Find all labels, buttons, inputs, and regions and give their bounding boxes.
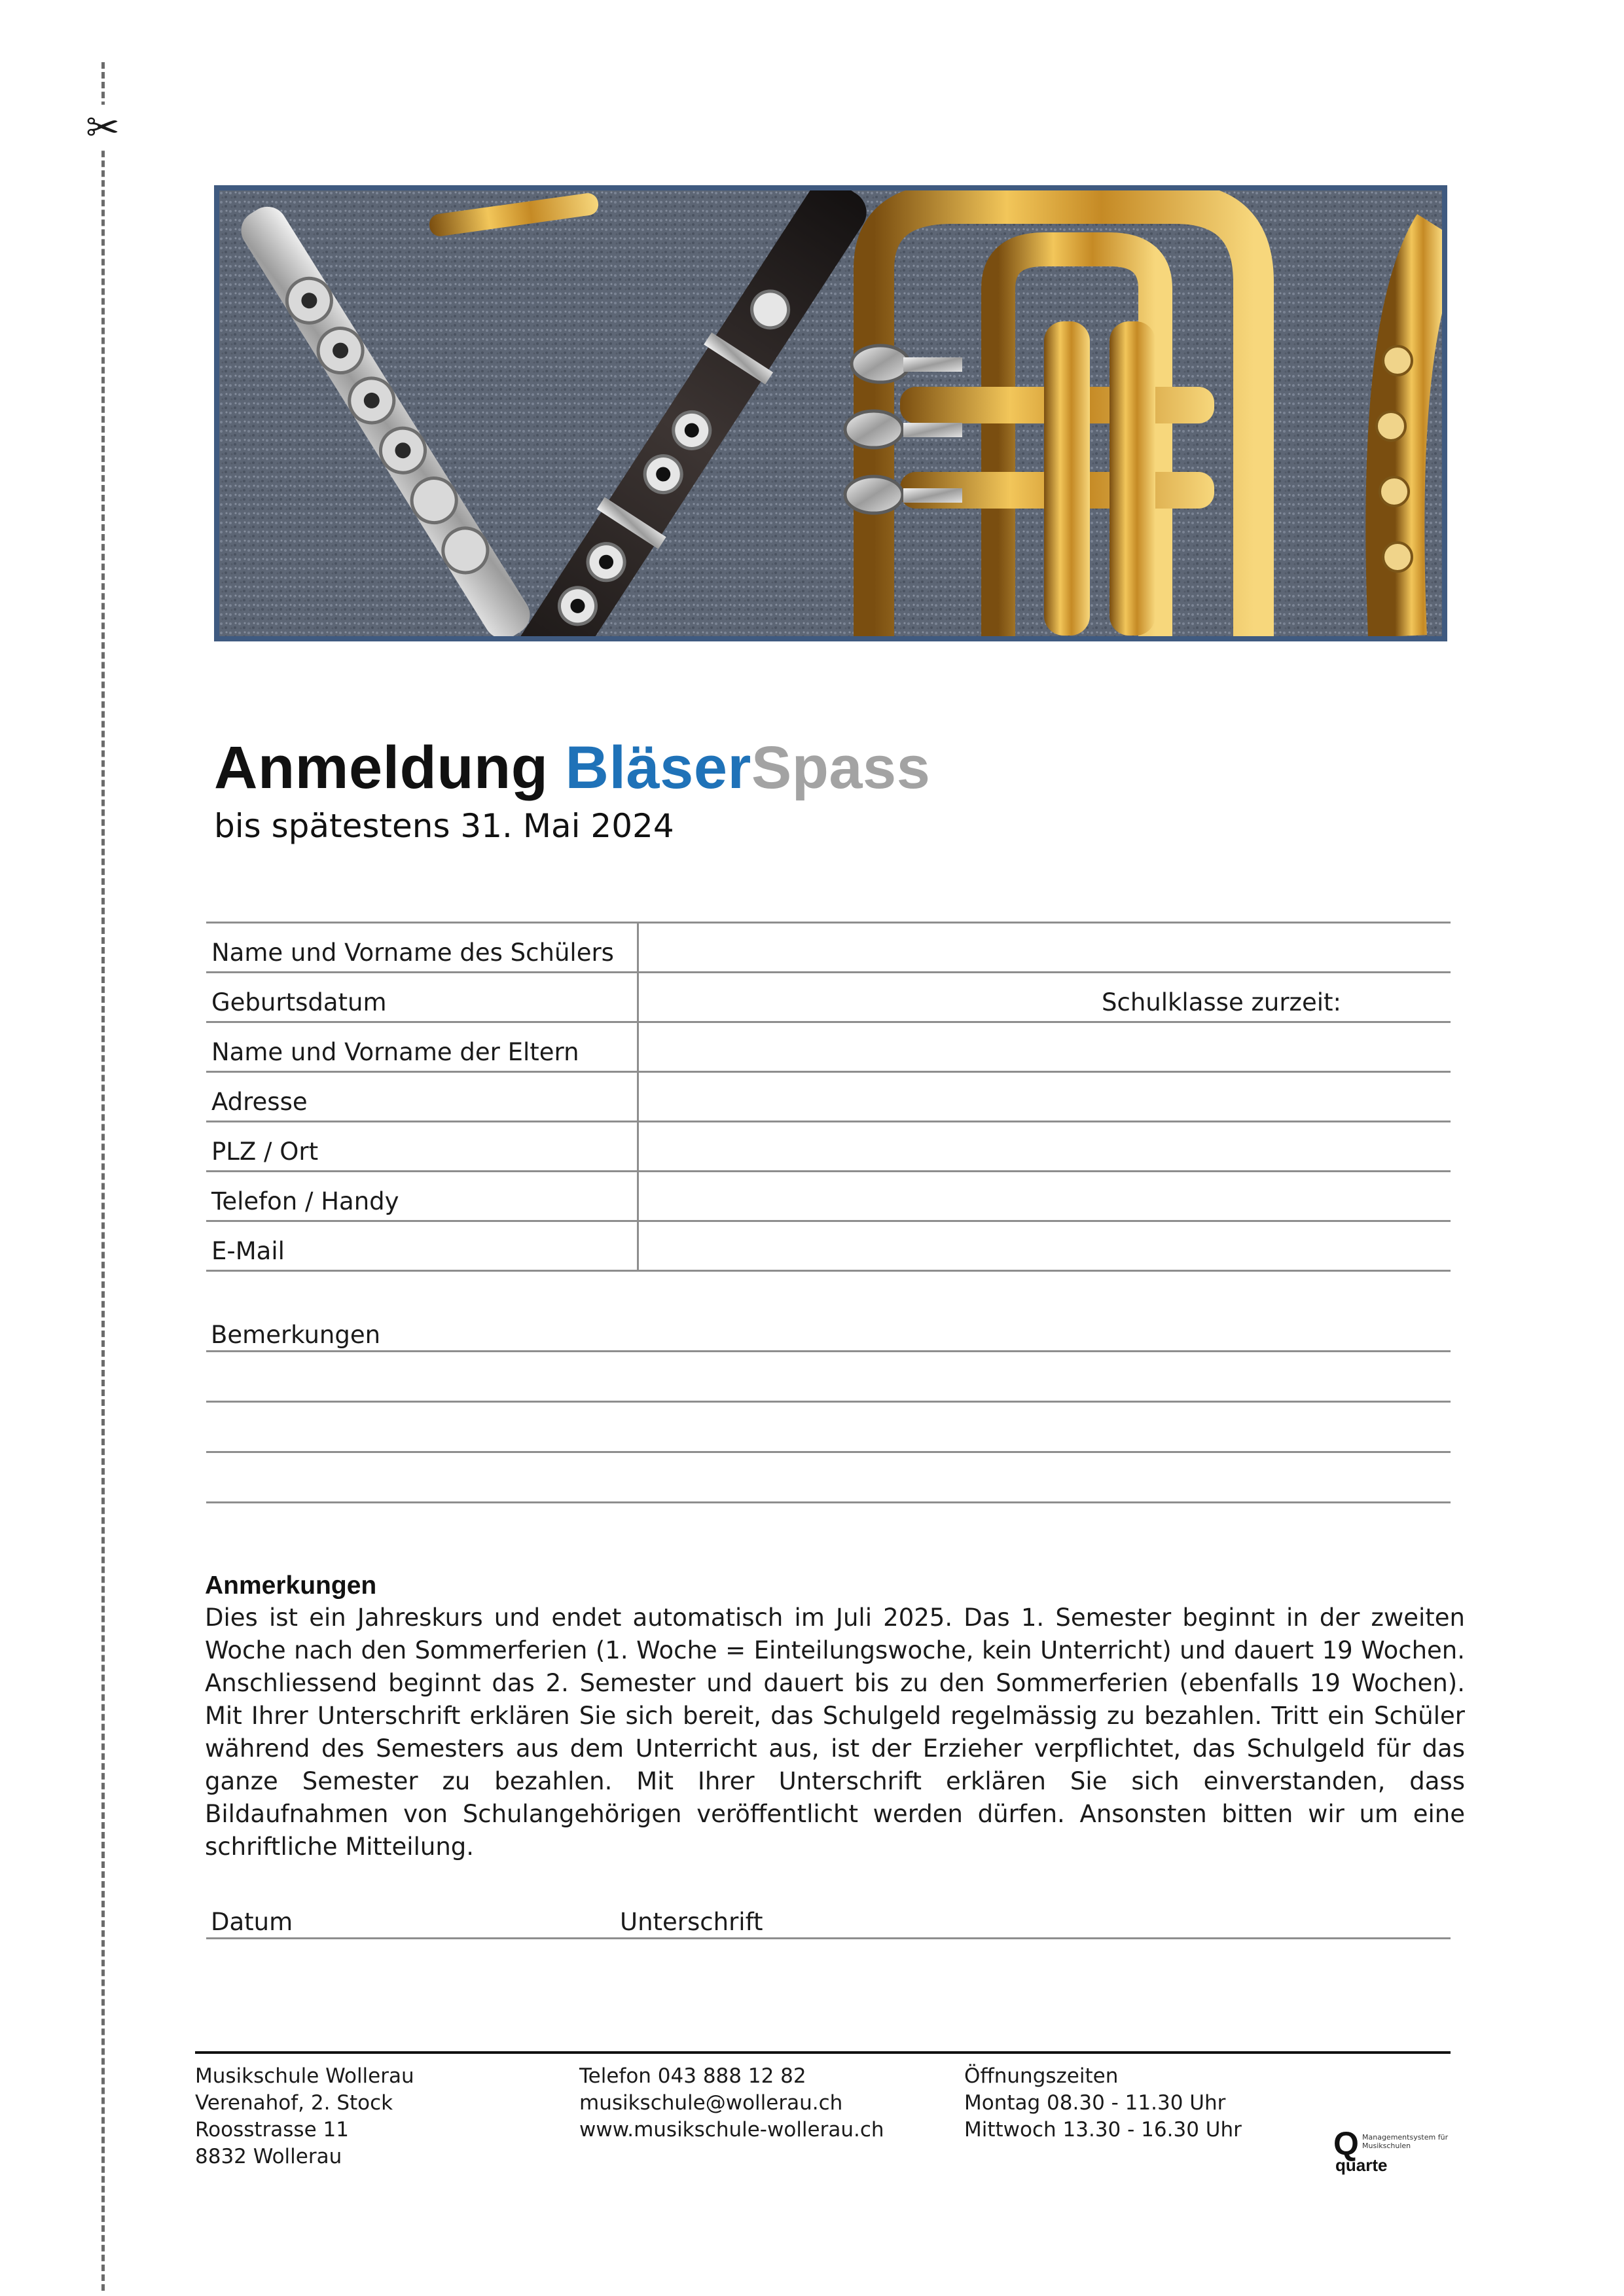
remarks-label: Bemerkungen (211, 1321, 381, 1349)
footer-line: Mittwoch 13.30 - 16.30 Uhr (964, 2118, 1242, 2142)
remarks-line[interactable] (206, 1451, 1451, 1453)
footer-line: Öffnungszeiten (964, 2064, 1119, 2088)
field-label: Name und Vorname der Eltern (206, 1022, 638, 1072)
footer-line: Roosstrasse 11 (195, 2118, 349, 2142)
form-row-parents-name (206, 1022, 1451, 1072)
form-row-email (206, 1221, 1451, 1271)
form-title (214, 732, 930, 804)
instruments-photo (214, 185, 1447, 641)
zip-city-field[interactable] (638, 1122, 1451, 1172)
scissors-icon: ✂ (84, 105, 122, 151)
form-row-student-name (206, 923, 1451, 973)
field-label: PLZ / Ort (206, 1122, 638, 1172)
form-row-zip-city (206, 1122, 1451, 1172)
footer-website-link[interactable]: www.musikschule-wollerau.ch (579, 2118, 884, 2142)
logo-name: quarte (1335, 2155, 1388, 2175)
form-row-address (206, 1072, 1451, 1122)
address-field[interactable] (638, 1072, 1451, 1122)
remarks-line[interactable] (206, 1501, 1451, 1503)
parents-name-field[interactable] (638, 1022, 1451, 1072)
footer-phone: Telefon 043 888 12 82 (579, 2064, 806, 2088)
birthdate-field[interactable] (638, 973, 1451, 1022)
title-part-anmeldung: Anmeldung (214, 734, 566, 801)
title-part-spass: Spass (751, 734, 931, 801)
field-label: Adresse (206, 1072, 638, 1122)
footer-line: Musikschule Wollerau (195, 2064, 414, 2088)
remarks-line[interactable] (206, 1401, 1451, 1403)
footer-rule (195, 2051, 1451, 2054)
school-class-label: Schulklasse zurzeit: (1102, 988, 1341, 1016)
student-name-field[interactable] (638, 923, 1451, 973)
remarks-line[interactable] (206, 1350, 1451, 1352)
logo-tagline: Managementsystem für Musikschulen (1362, 2133, 1449, 2150)
title-part-blaeser: Bläser (565, 734, 751, 801)
footer-line: 8832 Wollerau (195, 2145, 342, 2168)
email-field[interactable] (638, 1221, 1451, 1271)
deadline-subtitle: bis spätestens 31. Mai 2024 (214, 807, 674, 845)
form-row-phone (206, 1172, 1451, 1221)
form-row-birthdate (206, 973, 1451, 1022)
footer-line: Montag 08.30 - 11.30 Uhr (964, 2091, 1226, 2115)
footer-opening-hours (964, 2063, 1242, 2144)
logo-letter: Q (1333, 2125, 1359, 2162)
date-label: Datum (211, 1908, 293, 1936)
registration-form-table (206, 922, 1451, 1272)
footer-address (195, 2063, 414, 2170)
notes-body: Dies ist ein Jahreskurs und endet automatisch im Juli 2025. Das 1. Semester beginnt in der zweiten Woche nach den Sommerferien (1. Woche = Einteilungswoche, kein Unterricht) und dauert 19 Wochen. Anschliessend beginnt das 2. Semester und dauert bis zu den Sommerferien (ebenfalls 19 Wochen). Mit Ihrer Unterschrift erklären Sie sich bereit, das Schulgeld regelmässig zu bezahlen. Tritt ein Schüler während des Semesters aus dem Unterricht aus, ist der Erzieher verpflichtet, das Schulgeld für das ganze Semester zu bezahlen. Mit Ihrer Unterschrift erklären Sie sich einverstanden, dass Bildaufnahmen von Schulangehörigen veröffentlicht werden dürfen. Ansonsten bitten wir um eine schriftliche Mitteilung. (205, 1604, 1465, 1861)
footer-contact (579, 2063, 884, 2144)
field-label: Geburtsdatum (206, 973, 638, 1022)
instruments-illustration (219, 190, 1442, 636)
signature-label: Unterschrift (620, 1908, 763, 1936)
quarte-logo (1333, 2127, 1451, 2179)
phone-field[interactable] (638, 1172, 1451, 1221)
footer-email-link[interactable]: musikschule@wollerau.ch (579, 2091, 843, 2115)
field-label: Telefon / Handy (206, 1172, 638, 1221)
signature-line[interactable] (206, 1937, 1451, 1939)
notes-title: Anmerkungen (205, 1571, 377, 1600)
footer-line: Verenahof, 2. Stock (195, 2091, 393, 2115)
field-label: Name und Vorname des Schülers (206, 923, 638, 973)
cut-line (101, 62, 105, 2291)
field-label: E-Mail (206, 1221, 638, 1271)
